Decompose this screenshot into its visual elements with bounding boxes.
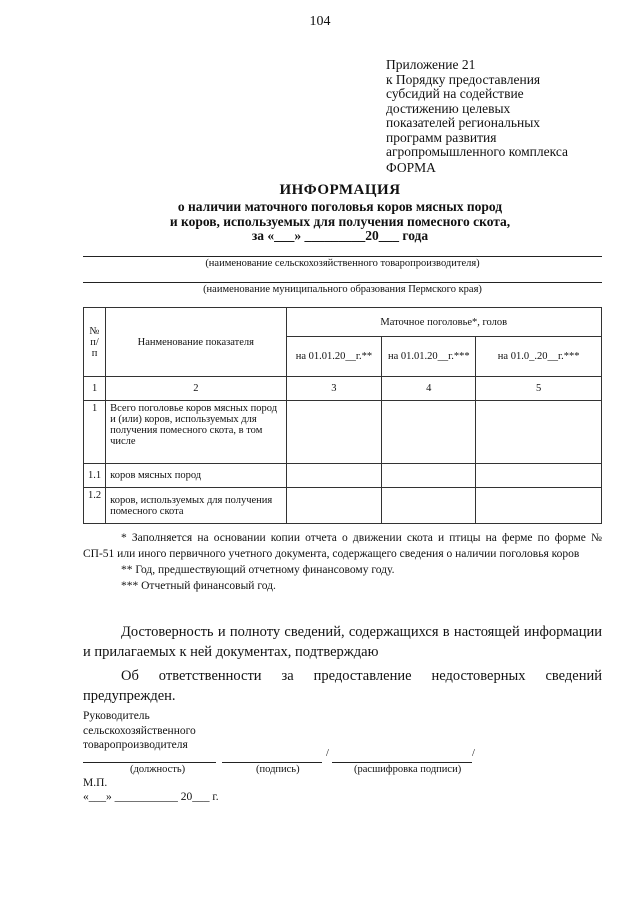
- responsibility-text: Об ответственности за предоставление недостоверных сведений предупрежден.: [83, 668, 602, 704]
- signature-line[interactable]: [222, 762, 322, 763]
- row-num: 1: [84, 401, 106, 464]
- col-number: 2: [106, 377, 286, 401]
- municipality-name-hint: (наименование муниципального образования Пермского края): [203, 284, 482, 295]
- row-name: коров, используемых для получения помесного скота: [106, 488, 286, 524]
- role-line: Руководитель: [83, 710, 150, 722]
- appendix-line: к Порядку предоставления: [386, 71, 541, 87]
- appendix-line: Приложение 21: [386, 57, 476, 72]
- value-cell[interactable]: [382, 401, 476, 464]
- header-date-2: на 01.01.20__г.***: [382, 337, 476, 377]
- footnote-2: ** Год, предшествующий отчетному финансовому году.: [121, 564, 395, 576]
- col-number: 5: [476, 377, 602, 401]
- subtitle-line: и коров, используемых для получения помесного скота,: [169, 213, 511, 229]
- producer-name-hint: (наименование сельскохозяйственного товаропроизводителя): [205, 258, 480, 269]
- date-field[interactable]: «___» ___________ 20___ г.: [83, 791, 219, 803]
- confirmation-block: [83, 622, 602, 706]
- value-cell[interactable]: [476, 464, 602, 488]
- slash-separator: /: [472, 748, 475, 759]
- document-title: ИНФОРМАЦИЯ: [279, 182, 401, 198]
- value-cell[interactable]: [382, 488, 476, 524]
- signature-decode-line[interactable]: [332, 762, 472, 763]
- footnote-3: *** Отчетный финансовый год.: [121, 580, 276, 592]
- value-cell[interactable]: [286, 464, 382, 488]
- value-cell[interactable]: [476, 488, 602, 524]
- row-name: Всего поголовье коров мясных пород и (или) коров, используемых для получения помесного скота, в том числе: [106, 401, 286, 464]
- header-group: Маточное поголовье*, голов: [286, 308, 602, 337]
- producer-name-line[interactable]: [83, 256, 602, 257]
- value-cell[interactable]: [286, 488, 382, 524]
- livestock-table: [83, 307, 602, 524]
- appendix-line: субсидий на содействие: [386, 86, 524, 101]
- header-num: № п/п: [84, 308, 106, 377]
- page-number: 104: [309, 14, 331, 29]
- row-num: 1.2: [84, 488, 106, 524]
- appendix-block: [386, 58, 626, 160]
- header-date-1: на 01.01.20__г.**: [286, 337, 382, 377]
- role-line: сельскохозяйственного: [83, 724, 196, 737]
- table-row: [84, 401, 602, 464]
- slash-separator: /: [326, 748, 329, 759]
- municipality-name-line[interactable]: [83, 282, 602, 283]
- stamp-place: М.П.: [83, 777, 108, 789]
- signatory-role: [83, 709, 283, 753]
- value-cell[interactable]: [476, 401, 602, 464]
- value-cell[interactable]: [286, 401, 382, 464]
- header-date-3: на 01.0_.20__г.***: [476, 337, 602, 377]
- table-header-row: [84, 308, 602, 337]
- subtitle-line: за «___» _________20___ года: [251, 228, 429, 243]
- footnotes: [83, 530, 602, 594]
- appendix-line: показателей региональных: [386, 115, 541, 130]
- form-label: ФОРМА: [386, 160, 436, 175]
- col-number: 1: [84, 377, 106, 401]
- row-name: коров мясных пород: [106, 464, 286, 488]
- appendix-line: агропромышленного комплекса: [386, 144, 568, 159]
- col-number: 3: [286, 377, 382, 401]
- label-decode: (расшифровка подписи): [354, 764, 462, 775]
- confirmation-text: Достоверность и полноту сведений, содержащихся в настоящей информации и прилагаемых к ней документах, подтверждаю: [83, 624, 602, 660]
- header-name: Нанменование показателя: [106, 308, 286, 377]
- row-num: 1.1: [84, 464, 106, 488]
- value-cell[interactable]: [382, 464, 476, 488]
- table-row: [84, 464, 602, 488]
- position-line[interactable]: [83, 762, 216, 763]
- subtitle-line: о наличии маточного поголовья коров мясных пород: [177, 199, 503, 214]
- table-column-numbers: [84, 377, 602, 401]
- table-row: [84, 488, 602, 524]
- col-number: 4: [382, 377, 476, 401]
- label-position: (должность): [130, 764, 186, 775]
- role-line: товаропроизводителя: [83, 739, 188, 751]
- document-subtitle: [0, 200, 640, 244]
- appendix-line: программ развития: [386, 129, 497, 145]
- label-signature: (подпись): [256, 764, 300, 775]
- appendix-line: достижению целевых: [386, 100, 511, 116]
- footnote-1: * Заполняется на основании копии отчета о движении скота и птицы на ферме по форме № СП-51 или иного первичного учетного документа, содержащего сведения о наличии поголовья коров: [83, 532, 602, 560]
